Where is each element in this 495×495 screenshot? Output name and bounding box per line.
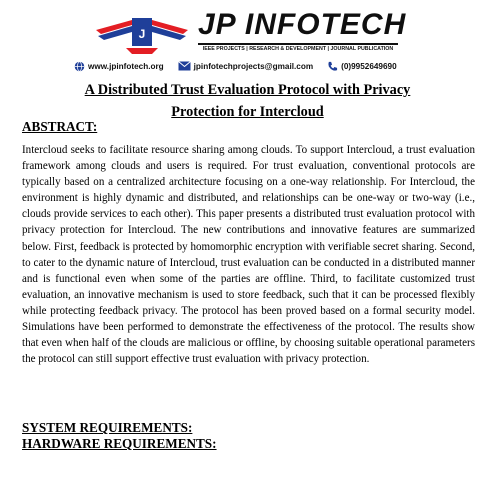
- title-line-2: Protection for Intercloud: [171, 104, 324, 120]
- website-link[interactable]: www.jpinfotech.org: [88, 61, 164, 71]
- system-requirements-heading: SYSTEM REQUIREMENTS:: [22, 420, 193, 435]
- hardware-requirements-heading: HARDWARE REQUIREMENTS:: [22, 436, 217, 451]
- paper-title: [30, 79, 465, 123]
- phone-icon: [327, 61, 338, 72]
- globe-icon: [74, 61, 85, 72]
- abstract-heading: ABSTRACT:: [22, 119, 98, 134]
- website-contact[interactable]: [74, 61, 164, 72]
- abstract-body: Intercloud seeks to facilitate resource sharing among clouds. To support Intercloud, a trust evaluation framework among clouds and users is required. For trust evaluation, conventional protocols are typically based on a centralized architecture focusing on a one-way relationship. For Intercloud, the environment is highly dynamic and distributed, and relationships can be one-way or two-way (i.e., clouds provide services to each other). This paper presents a distributed trust evaluation protocol with privacy protection for Intercloud. The new contributions and innovative features are summarized below. First, feedback is protected by homomorphic encryption with verifiable secret sharing. Second, to cater to the dynamic nature of Intercloud, trust evaluation can be conducted in a distributed manner and is functional even when some of the parties are offline. Third, to facilitate customized trust evaluation, an innovative mechanism is used to store feedback, such that it can be processed flexibly while protecting feedback privacy. The protocol has been proved based on a formal security model. Simulations have been performed to demonstrate the effectiveness of the protocol. The results show that even when half of the clouds are malicious or offline, by choosing suitable operational parameters the protocol can still support effective trust evaluation with privacy protection.: [22, 144, 475, 366]
- jp-infotech-logo: [96, 12, 188, 54]
- header-rule: [198, 43, 398, 45]
- envelope-icon: [178, 61, 191, 71]
- email-link[interactable]: jpinfotechprojects@gmail.com: [193, 61, 314, 71]
- email-contact[interactable]: [178, 61, 313, 71]
- svg-text:J: J: [138, 27, 146, 41]
- brand-name: JP INFOTECH: [198, 8, 407, 41]
- phone-number[interactable]: (0)9952649690: [341, 61, 397, 71]
- title-line-1: A Distributed Trust Evaluation Protocol with Privacy: [84, 82, 411, 98]
- letterhead: [0, 0, 495, 80]
- phone-contact[interactable]: [327, 61, 397, 72]
- tagline: IEEE PROJECTS | RESEARCH & DEVELOPMENT | JOURNAL PUBLICATION: [202, 46, 394, 52]
- contact-row: [74, 59, 405, 73]
